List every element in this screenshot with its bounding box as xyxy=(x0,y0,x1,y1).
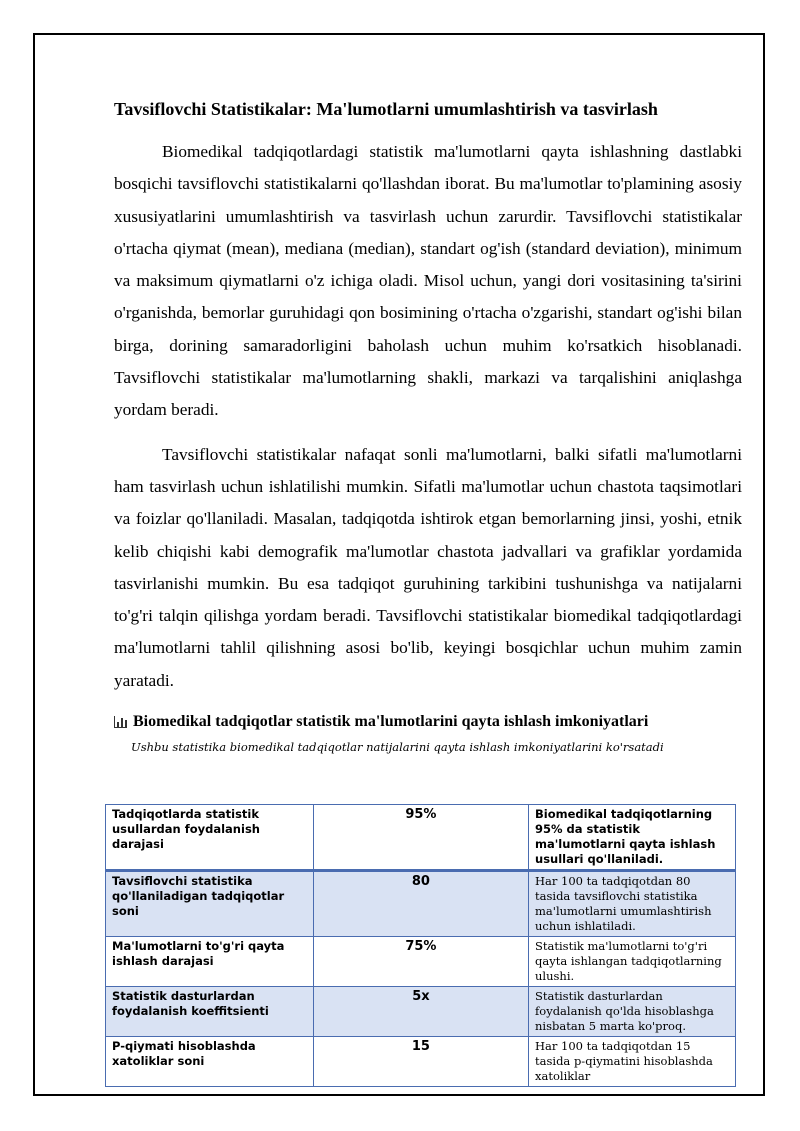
row-note: Biomedikal tadqiqotlarning 95% da statistik ma'lumotlarni qayta ishlash usullari qo'llaniladi. xyxy=(529,805,736,871)
row-value: 15 xyxy=(313,1037,528,1087)
table-subcaption: Ushbu statistika biomedikal tadqiqotlar natijalarini qayta ishlash imkoniyatlarini ko'rsatadi xyxy=(131,740,664,755)
row-value: 95% xyxy=(313,805,528,871)
row-label: Tavsiflovchi statistika qo'llaniladigan tadqiqotlar soni xyxy=(106,871,314,937)
row-note: Har 100 ta tadqiqotdan 80 tasida tavsiflovchi statistika ma'lumotlarni umumlashtirish uchun ishlatiladi. xyxy=(529,871,736,937)
table-caption-text: Biomedikal tadqiqotlar statistik ma'lumotlarini qayta ishlash imkoniyatlari xyxy=(133,713,649,731)
row-note: Har 100 ta tadqiqotdan 15 tasida p-qiymatini hisoblashda xatoliklar xyxy=(529,1037,736,1087)
row-value: 80 xyxy=(313,871,528,937)
table-row xyxy=(106,937,736,987)
paragraph-1: Biomedikal tadqiqotlardagi statistik ma'lumotlarni qayta ishlashning dastlabki bosqichi tavsiflovchi statistikalarni qo'llashdan iborat. Bu ma'lumotlar to'plamining asosiy xususiyatlarini umumlashtirish va tasvirlash uchun zarurdir. Tavsiflovchi statistikalar o'rtacha qiymat (mean), mediana (median), standart og'ish (standard deviation), minimum va maksimum qiymatlarni o'z ichiga oladi. Misol uchun, yangi dori vositasining ta'sirini o'rganishda, bemorlar guruhidagi qon bosimining o'rtacha o'zgarishi, standart og'ishi bilan birga, dorining samaradorligini baholash uchun muhim ko'rsatkich hisoblanadi. Tavsiflovchi statistikalar ma'lumotlarning shakli, markazi va tarqalishini aniqlashga yordam beradi. xyxy=(114,142,742,420)
row-label: P-qiymati hisoblashda xatoliklar soni xyxy=(106,1037,314,1087)
table-row xyxy=(106,805,736,871)
document-body xyxy=(114,96,742,763)
row-value: 75% xyxy=(313,937,528,987)
row-note: Statistik ma'lumotlarni to'g'ri qayta ishlangan tadqiqotlarning ulushi. xyxy=(529,937,736,987)
statistics-table xyxy=(105,804,736,1087)
row-note: Statistik dasturlardan foydalanish qo'lda hisoblashga nisbatan 5 marta ko'proq. xyxy=(529,987,736,1037)
table-row xyxy=(106,1037,736,1087)
paragraph-2: Tavsiflovchi statistikalar nafaqat sonli ma'lumotlarni, balki sifatli ma'lumotlarni ham tasvirlash uchun ishlatilishi mumkin. Sifatli ma'lumotlar uchun chastota taqsimotlari va foizlar qo'llaniladi. Masalan, tadqiqotda ishtirok etgan bemorlarning jinsi, yoshi, etnik kelib chiqishi kabi demografik ma'lumotlar chastota jadvallari va grafiklar yordamida tasvirlanishi mumkin. Bu esa tadqiqot guruhining tarkibini tushunishga va natijalarni to'g'ri talqin qilishga yordam beradi. Tavsiflovchi statistikalar biomedikal tadqiqotlardagi ma'lumotlarni tahlil qilishning asosi bo'lib, keyingi bosqichlar uchun muhim zamin yaratadi. xyxy=(114,444,742,690)
row-value: 5x xyxy=(313,987,528,1037)
row-label: Ma'lumotlarni to'g'ri qayta ishlash darajasi xyxy=(106,937,314,987)
table-row xyxy=(106,987,736,1037)
table-row xyxy=(106,871,736,937)
row-label: Statistik dasturlardan foydalanish koeffitsienti xyxy=(106,987,314,1037)
row-label: Tadqiqotlarda statistik usullardan foydalanish darajasi xyxy=(106,805,314,871)
bar-chart-icon xyxy=(114,716,127,728)
table-caption xyxy=(114,711,742,733)
section-heading: Tavsiflovchi Statistikalar: Ma'lumotlarni umumlashtirish va tasvirlash xyxy=(114,99,658,119)
